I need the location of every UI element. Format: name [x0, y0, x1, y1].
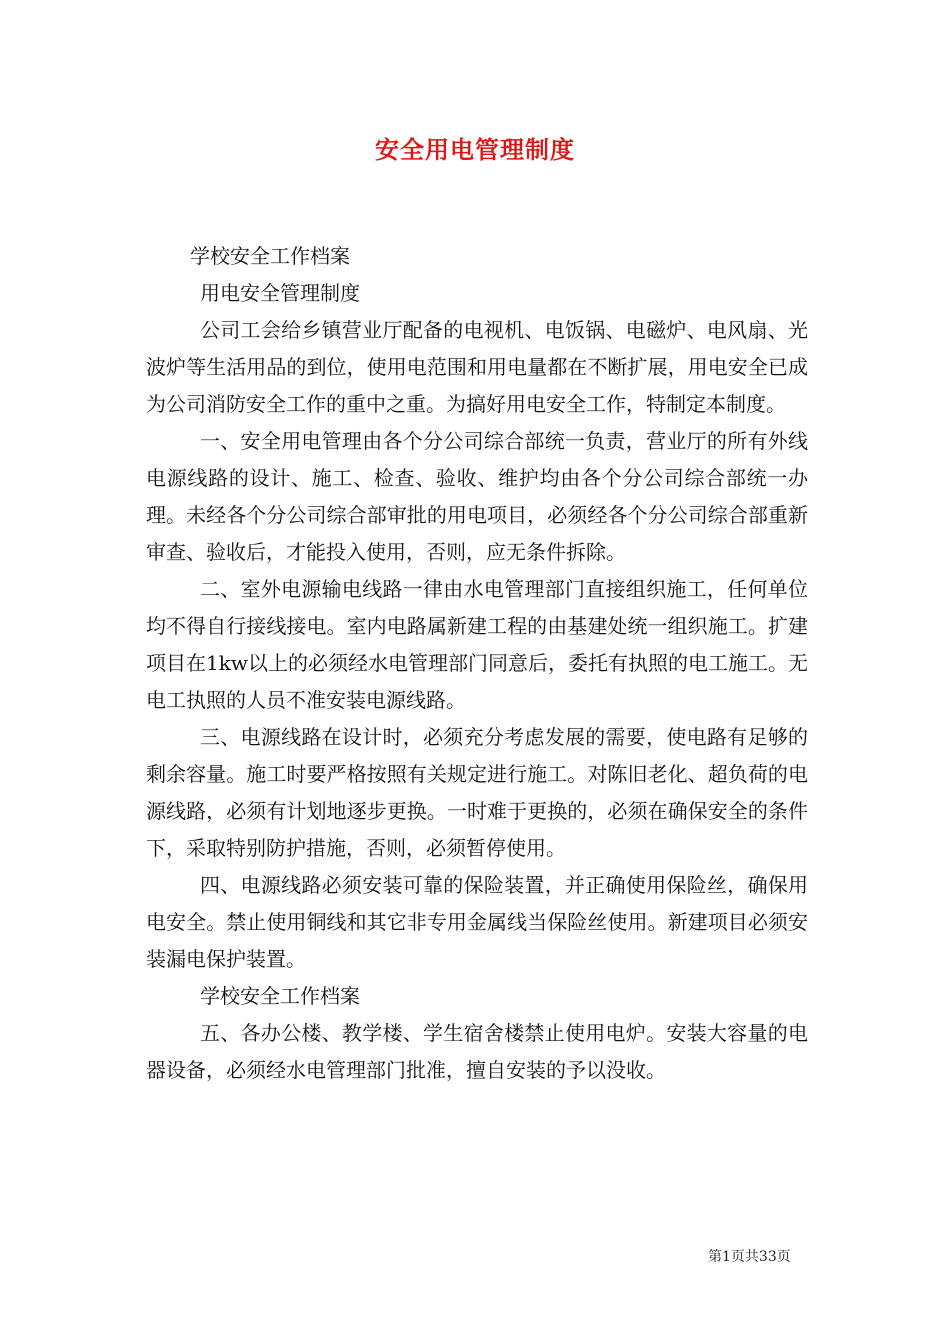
paragraph-5: 五、各办公楼、教学楼、学生宿舍楼禁止使用电炉。安装大容量的电器设备，必须经水电管理部门批准，擅自安装的予以没收。 — [146, 1021, 808, 1082]
document-subtitle: 用电安全管理制度 — [200, 281, 360, 305]
document-title: 安全用电管理制度 — [375, 135, 575, 164]
header-line: 学校安全工作档案 — [190, 244, 350, 268]
document-body — [146, 238, 808, 1089]
page-number-footer: 第1页共33页 — [708, 1249, 791, 1265]
paragraph-3: 三、电源线路在设计时，必须充分考虑发展的需要，使电路有足够的剩余容量。施工时要严格按照有关规定进行施工。对陈旧老化、超负荷的电源线路，必须有计划地逐步更换。一时难于更换的，必须在确保安全的条件下，采取特别防护措施，否则，必须暂停使用。 — [146, 725, 808, 860]
paragraph-intro: 公司工会给乡镇营业厅配备的电视机、电饭锅、电磁炉、电风扇、光波炉等生活用品的到位，使用电范围和用电量都在不断扩展，用电安全已成为公司消防安全工作的重中之重。为搞好用电安全工作，特制定本制度。 — [146, 318, 808, 416]
paragraph-4: 四、电源线路必须安装可靠的保险装置，并正确使用保险丝，确保用电安全。禁止使用铜线和其它非专用金属线当保险丝使用。新建项目必须安装漏电保护装置。 — [146, 873, 808, 971]
paragraph-2: 二、室外电源输电线路一律由水电管理部门直接组织施工，任何单位均不得自行接线接电。室内电路属新建工程的由基建处统一组织施工。扩建项目在1kw以上的必须经水电管理部门同意后，委托有执照的电工施工。无电工执照的人员不准安装电源线路。 — [146, 577, 808, 712]
repeat-header-line: 学校安全工作档案 — [200, 984, 360, 1008]
paragraph-1: 一、安全用电管理由各个分公司综合部统一负责，营业厅的所有外线电源线路的设计、施工、检查、验收、维护均由各个分公司综合部统一办理。未经各个分公司综合部审批的用电项目，必须经各个分公司综合部重新审查、验收后，才能投入使用，否则，应无条件拆除。 — [146, 429, 808, 564]
